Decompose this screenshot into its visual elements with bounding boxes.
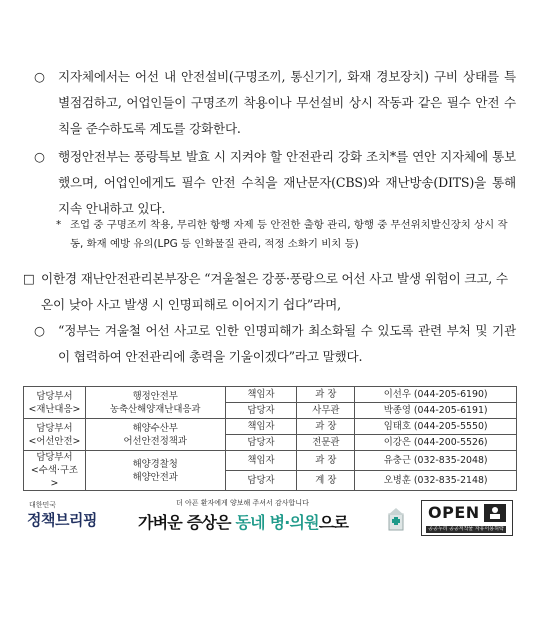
title-cell: 사무관 (297, 403, 355, 419)
role-cell: 담당자 (225, 435, 297, 451)
paragraph-text: 행정안전부는 풍랑특보 발효 시 지켜야 할 안전관리 강화 조치*를 연안 지자체에 통보했으며, 어업인에게도 필수 안전 수칙을 재난문자(CBS)와 재난방송(DITS)을 통해 지속 안내하고 있다. (58, 149, 516, 216)
person-cell: 이선우 (044-205-6190) (355, 387, 517, 403)
person-cell: 이강은 (044-200-5526) (355, 435, 517, 451)
dept-cell (24, 387, 86, 419)
statement-text: 이한경 재난안전관리본부장은 “겨울철은 강풍·풍랑으로 어선 사고 발생 위험이 크고, 수온이 낮아 사고 발생 시 인명피해로 이어지기 쉽다”라며, (41, 271, 508, 312)
contacts-table (23, 386, 517, 491)
dept-tag: <어선안전> (28, 435, 81, 447)
logo-main-text: 정책브리핑 (27, 511, 97, 529)
dept-label: 담당부서 (36, 452, 73, 463)
person-cell: 오병훈 (032-835-2148) (355, 471, 517, 491)
title-cell: 전문관 (297, 435, 355, 451)
person-cell: 임태호 (044-205-5550) (355, 419, 517, 435)
role-cell: 책임자 (225, 387, 297, 403)
bullet-circle: ○ (34, 323, 45, 338)
org-name: 해양수산부 (132, 422, 178, 434)
statement-headquarters-chief (23, 266, 517, 318)
person-cell: 박종영 (044-205-6191) (355, 403, 517, 419)
table-row (24, 451, 517, 471)
org-name: 행정안전부 (132, 390, 178, 402)
role-cell: 담당자 (225, 471, 297, 491)
role-cell: 책임자 (225, 419, 297, 435)
campaign-banner[interactable] (138, 498, 388, 538)
open-subtitle: 공공누리 공공저작물 자유이용허락 (426, 526, 506, 533)
org-division: 해양안전과 (132, 471, 178, 483)
open-license-badge[interactable] (421, 500, 513, 536)
org-cell (85, 451, 225, 491)
footnote-safety-measures (56, 216, 516, 254)
org-cell (85, 419, 225, 451)
footnote-text: 조업 중 구명조끼 착용, 무리한 항행 자제 등 안전한 출항 관리, 항행 중 무선위치발신장치 상시 작동, 화재 예방 유의(LPG 등 인화물질 관리, 적정 소화기 비치 등) (70, 219, 508, 250)
hospital-illustration-icon (386, 506, 406, 532)
role-cell: 책임자 (225, 451, 297, 471)
dept-label: 담당부서 (36, 422, 73, 434)
korea-policy-briefing-logo[interactable] (23, 500, 113, 536)
table-row (24, 387, 517, 403)
bullet-circle: ○ (34, 149, 45, 164)
dept-label: 담당부서 (36, 390, 73, 402)
open-word: OPEN (428, 503, 480, 522)
dept-cell (24, 419, 86, 451)
logo-small-text: 대한민국 (29, 501, 57, 509)
org-cell (85, 387, 225, 419)
paragraph-text: 지자체에서는 어선 내 안전설비(구명조끼, 통신기기, 화재 경보장치) 구비 상태를 특별점검하고, 어업인들이 구명조끼 착용이나 무선설비 상시 작동과 같은 필수 안전 수칙을 준수하도록 계도를 강화한다. (58, 69, 516, 136)
role-cell: 담당자 (225, 403, 297, 419)
bullet-circle: ○ (34, 69, 45, 84)
bullet-square: □ (23, 271, 35, 286)
quote-text: “정부는 겨울철 어선 사고로 인한 인명피해가 최소화될 수 있도록 관련 부처 및 기관이 협력하여 안전관리에 총력을 기울이겠다”라고 말했다. (58, 323, 516, 364)
dept-tag: <수색·구조> (30, 465, 78, 489)
footer-banner (23, 496, 517, 540)
table-row (24, 419, 517, 435)
paragraph-mois-notice (34, 144, 516, 222)
paragraph-government-quote (34, 318, 516, 370)
title-cell: 과 장 (297, 387, 355, 403)
campaign-text-a: 가벼운 증상은 (138, 513, 236, 532)
dept-tag: <재난대응> (28, 403, 81, 415)
org-division: 어선안전정책과 (123, 435, 187, 447)
title-cell: 과 장 (297, 419, 355, 435)
person-cell: 유충근 (032-835-2048) (355, 451, 517, 471)
org-division: 농축산해양재난대응과 (109, 403, 201, 415)
campaign-text-c: 으로 (318, 513, 349, 532)
dept-cell (24, 451, 86, 491)
campaign-main-text (138, 510, 348, 533)
campaign-text-highlight: 동네 병·의원 (235, 513, 319, 532)
title-cell: 계 장 (297, 471, 355, 491)
campaign-top-text: 더 아픈 환자에게 양보해 주셔서 감사합니다 (176, 499, 309, 507)
title-cell: 과 장 (297, 451, 355, 471)
org-name: 해양경찰청 (132, 458, 178, 470)
paragraph-local-govt-inspection (34, 64, 516, 142)
footnote-marker: * (56, 219, 62, 231)
open-type-icon (484, 504, 506, 522)
